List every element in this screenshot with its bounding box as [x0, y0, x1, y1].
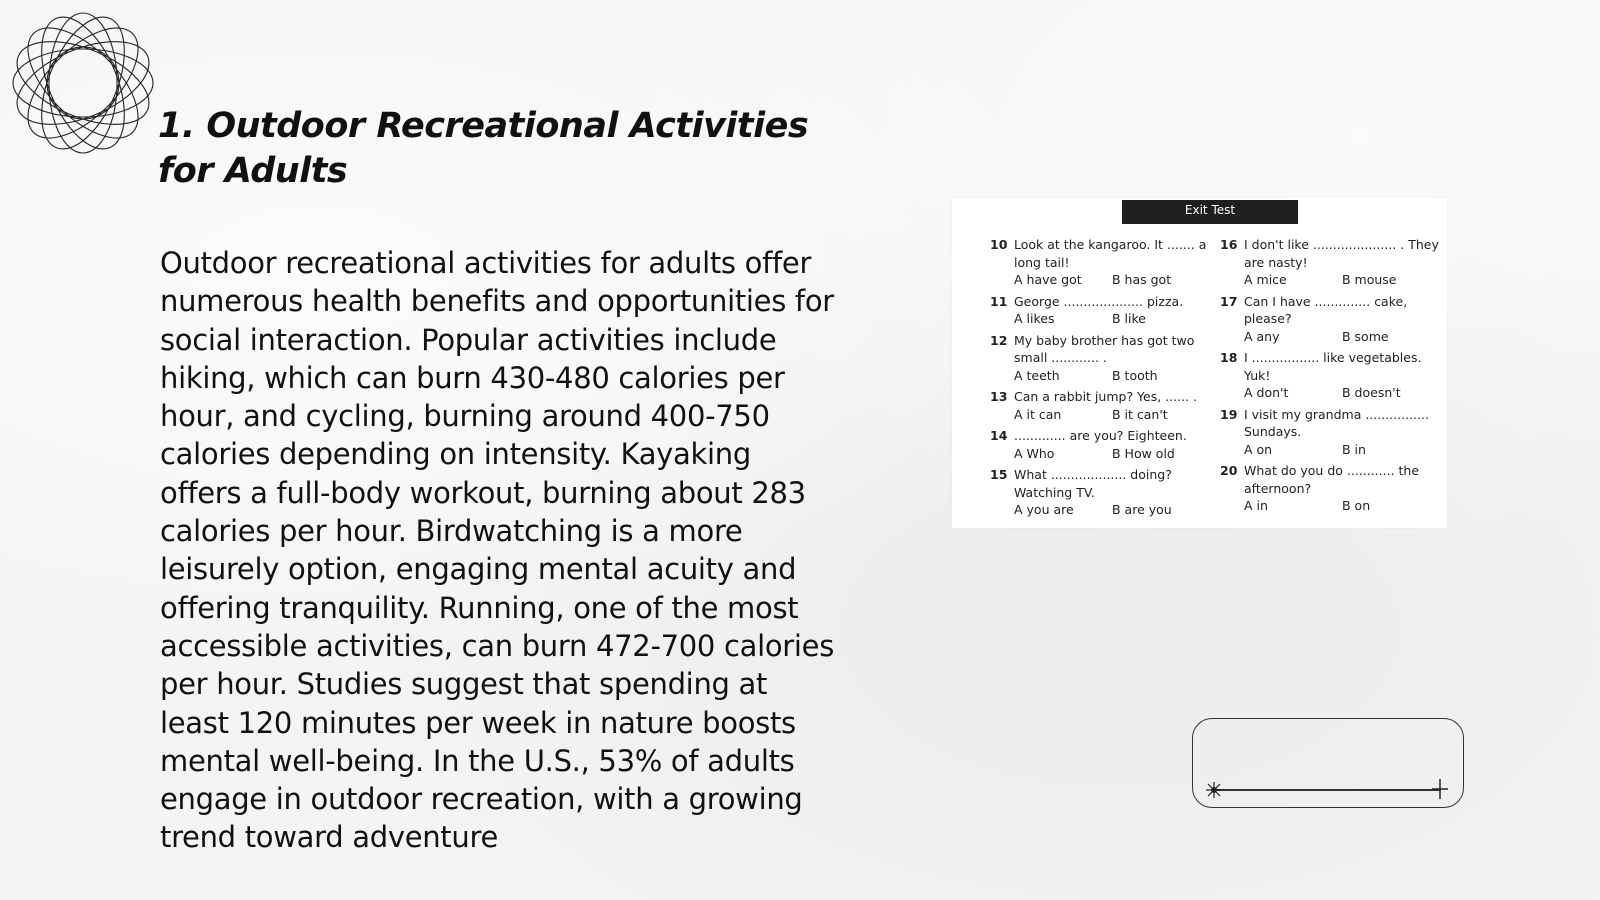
question-number: 17: [1220, 293, 1238, 309]
option-b: B doesn't: [1342, 385, 1401, 400]
question-text: ............. are you? Eighteen.: [1014, 428, 1187, 443]
question-number: 20: [1220, 463, 1238, 478]
worksheet-question: [990, 236, 1212, 289]
option-a: A don't: [1244, 385, 1289, 400]
worksheet-question: [990, 388, 1212, 423]
option-b: B it can't: [1112, 406, 1168, 422]
worksheet-image: [952, 198, 1447, 528]
worksheet-column-left: [990, 236, 1212, 523]
question-text: Can a rabbit jump? Yes, ...... .: [1014, 389, 1197, 404]
question-number: 11: [990, 293, 1008, 309]
option-a: A it can: [1014, 406, 1062, 422]
option-a: A likes: [1014, 311, 1055, 326]
rosette-center-circle: [47, 47, 119, 119]
worksheet-header: Exit Test: [1122, 200, 1298, 224]
rosette-ellipse: [8, 25, 158, 141]
worksheet-question: [1220, 462, 1442, 515]
option-a: A in: [1244, 498, 1268, 513]
slider-widget[interactable]: [1192, 718, 1464, 808]
worksheet-question: [1220, 406, 1442, 459]
rosette-ellipse: [25, 8, 141, 158]
answer-options: [1014, 501, 1212, 519]
worksheet-question: [1220, 349, 1442, 402]
slider-track[interactable]: [1215, 789, 1441, 791]
worksheet-question: [1220, 236, 1442, 289]
worksheet-question: [990, 332, 1212, 385]
worksheet-question: [990, 466, 1212, 519]
page-title: 1. Outdoor Recreational Activities for Adults: [158, 106, 809, 191]
question-number: 14: [990, 428, 1008, 443]
question-number: 15: [990, 467, 1008, 482]
worksheet-question: [990, 293, 1212, 328]
question-text: What do you do ............ the afternoon?: [1244, 463, 1420, 496]
option-b: B like: [1112, 311, 1146, 326]
answer-options: [1014, 310, 1212, 328]
option-b: B are you: [1112, 502, 1172, 517]
sparkle-icon: [1205, 781, 1223, 799]
question-text: George .................... pizza.: [1014, 293, 1184, 309]
answer-options: [1244, 328, 1442, 346]
question-text: I ................. like vegetables. Yuk!: [1244, 350, 1422, 383]
rosette-ellipse: [25, 8, 141, 158]
answer-options: [1014, 406, 1212, 424]
option-b: B mouse: [1342, 272, 1397, 287]
body-text: Outdoor recreational activities for adults offer numerous health benefits and opportunities for social interaction. Popular activities include hiking, which can burn 430-480 calories per hour, and cycling, burning around 400-750 calories depending on intensity. Kayaking offers a full-body workout, burning about 283 calories per hour. Birdwatching is a more leisurely option, engaging mental acuity and offering tranquility. Running, one of the most accessible activities, can burn 472-700 calories per hour. Studies suggest that spending at least 120 minutes per week in nature boosts mental well-being. In the U.S., 53% of adults engage in outdoor recreation, with a growing trend toward adventure: [160, 246, 835, 855]
question-text: My baby brother has got two small ............ .: [1014, 332, 1195, 365]
question-text: I don't like ..................... . They are nasty!: [1244, 237, 1439, 270]
option-a: A any: [1244, 328, 1280, 344]
question-text: What ................... doing? Watching TV.: [1014, 467, 1172, 500]
question-number: 19: [1220, 406, 1238, 422]
answer-options: [1244, 441, 1442, 459]
question-text: I visit my grandma ................ Sundays.: [1244, 406, 1429, 439]
worksheet-question: [1220, 293, 1442, 346]
rosette-ellipse: [13, 49, 153, 117]
option-b: B in: [1342, 441, 1366, 457]
answer-options: [1014, 445, 1212, 463]
rosette-ellipse: [9, 9, 156, 156]
answer-options: [1244, 271, 1442, 289]
option-b: B tooth: [1112, 367, 1158, 383]
worksheet-question: [990, 427, 1212, 462]
option-b: B How old: [1112, 445, 1175, 461]
crosshair-icon[interactable]: [1429, 778, 1451, 800]
answer-options: [1014, 271, 1212, 289]
answer-options: [1244, 497, 1442, 515]
rosette-icon: [8, 8, 158, 158]
option-a: A mice: [1244, 272, 1287, 287]
option-b: B on: [1342, 498, 1371, 513]
question-number: 16: [1220, 237, 1238, 252]
option-b: B has got: [1112, 272, 1172, 287]
question-number: 13: [990, 389, 1008, 404]
option-a: A you are: [1014, 502, 1074, 517]
answer-options: [1244, 384, 1442, 402]
question-number: 18: [1220, 350, 1238, 365]
rosette-ellipse: [49, 13, 117, 153]
worksheet-column-right: [1220, 236, 1442, 519]
option-a: A have got: [1014, 272, 1082, 287]
answer-options: [1014, 367, 1212, 385]
rosette-ellipse: [8, 25, 158, 141]
question-text: Look at the kangaroo. It ....... a long tail!: [1014, 237, 1207, 270]
option-a: A on: [1244, 441, 1273, 457]
option-b: B some: [1342, 328, 1389, 344]
option-a: A teeth: [1014, 367, 1060, 383]
rosette-ellipse: [9, 9, 156, 156]
question-number: 12: [990, 332, 1008, 348]
question-text: Can I have .............. cake, please?: [1244, 293, 1408, 326]
question-number: 10: [990, 237, 1008, 252]
option-a: A Who: [1014, 445, 1055, 461]
